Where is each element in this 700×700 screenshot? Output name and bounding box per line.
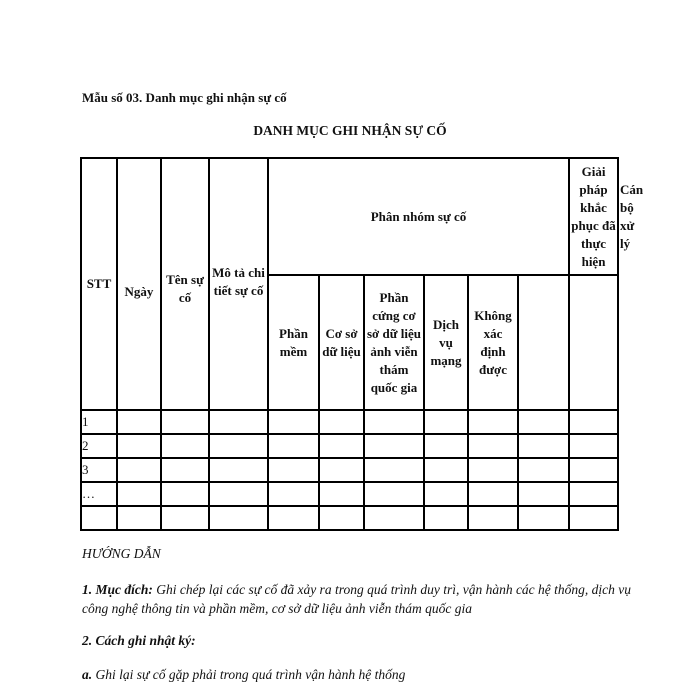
purpose-label: 1. Mục đích: <box>82 582 153 597</box>
item-a-label: a. <box>82 667 93 682</box>
header-unknown: Không xác định được <box>468 275 518 410</box>
document-title: DANH MỤC GHI NHẬN SỰ CỐ <box>253 123 447 138</box>
guide-item-a <box>82 667 405 683</box>
row-number <box>81 506 117 530</box>
header-solution: Giải pháp khắc phục đã thực hiện <box>569 158 618 275</box>
guide-heading: HƯỚNG DẪN <box>82 546 161 561</box>
header-hardware: Phần cứng cơ sở dữ liệu ảnh viễn thám quốc gia <box>364 275 424 410</box>
header-handler-empty <box>569 275 618 410</box>
header-software: Phần mềm <box>268 275 319 410</box>
header-date: Ngày <box>117 158 161 410</box>
guide-purpose <box>82 580 642 618</box>
header-stt: STT <box>81 158 117 410</box>
guide-howto: 2. Cách ghi nhật ký: <box>82 633 196 648</box>
table-row <box>81 506 618 530</box>
item-a-text: Ghi lại sự cố gặp phải trong quá trình vận hành hệ thống <box>92 667 406 682</box>
header-incident-name: Tên sự cố <box>161 158 209 410</box>
row-number: … <box>81 482 117 506</box>
header-solution-empty <box>518 275 569 410</box>
header-description: Mô tả chi tiết sự cố <box>209 158 268 410</box>
table-row <box>81 482 618 506</box>
table-row <box>81 434 618 458</box>
row-number: 3 <box>81 458 117 482</box>
row-number: 1 <box>81 410 117 434</box>
purpose-text: Ghi chép lại các sự cố đã xảy ra trong quá trình duy trì, vận hành các hệ thống, dịch vụ công nghệ thông tin và phần mềm, cơ sở dữ liệu ảnh viễn thám quốc gia <box>82 582 632 616</box>
header-incident-group: Phân nhóm sự cố <box>268 158 569 275</box>
header-network: Dịch vụ mạng <box>424 275 468 410</box>
header-database: Cơ sở dữ liệu <box>319 275 364 410</box>
row-number: 2 <box>81 434 117 458</box>
incident-table: STT Ngày Tên sự cố Mô tả chi tiết sự cố Phân nhóm sự cố Giải pháp khắc phục đã thực hiện Cán bộ xử lý Phần mềm Cơ sở dữ liệu Phần cứng cơ sở dữ liệu ảnh viễn thám quốc gia Dịch vụ mạng Không xác định được 1 2 3 … <box>80 157 619 531</box>
form-number: Mẫu số 03. Danh mục ghi nhận sự cố <box>82 90 287 105</box>
table-row <box>81 458 618 482</box>
table-row <box>81 410 618 434</box>
